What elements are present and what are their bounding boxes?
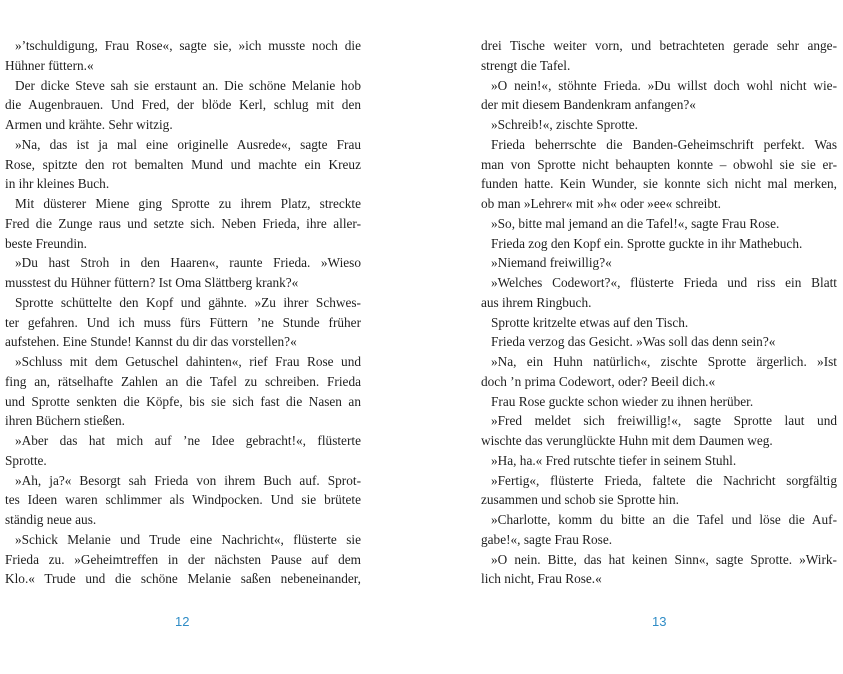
text-line: und Sprotte senkten die Köpfe, bis sie sich fast die Nasen an bbox=[5, 393, 361, 409]
text-line: »Fertig«, flüsterte Frieda, faltete die Nachricht sorgfältig bbox=[491, 472, 837, 488]
text-line: man von Sprotte nicht behaupten konnte – obwohl sie sie er- bbox=[481, 156, 837, 172]
text-line: Der dicke Steve sah sie erstaunt an. Die schöne Melanie hob bbox=[15, 77, 361, 93]
text-line: lich nicht, Frau Rose.« bbox=[481, 571, 602, 587]
text-line: in ihr kleines Buch. bbox=[5, 176, 110, 192]
text-line: Sprotte kritzelte etwas auf den Tisch. bbox=[491, 314, 689, 330]
text-line: tes Ideen waren schlimmer als Windpocken. Und sie brütete bbox=[5, 492, 361, 508]
text-line: beste Freundin. bbox=[5, 235, 87, 251]
text-line: »So, bitte mal jemand an die Tafel!«, sagte Frau Rose. bbox=[491, 215, 780, 231]
text-line: »Schluss mit dem Getuschel dahinten«, rief Frau Rose und bbox=[15, 354, 361, 369]
text-line: wischte das verunglückte Huhn mit dem Daumen weg. bbox=[481, 433, 773, 448]
text-line: ob man »Lehrer« mit »h« oder »ee« schreibt. bbox=[481, 196, 722, 211]
text-line: »Charlotte, komm du bitte an die Tafel und löse die Auf- bbox=[491, 512, 837, 527]
text-line: »Du hast Stroh in den Haaren«, raunte Frieda. »Wieso bbox=[15, 255, 361, 271]
text-line: »Fred meldet sich freiwillig!«, sagte Sprotte laut und bbox=[491, 413, 837, 429]
text-line: doch ’n prima Codewort, oder? Beeil dich.« bbox=[481, 373, 716, 389]
text-line: zusammen und schob sie Sprotte hin. bbox=[481, 492, 679, 508]
text-line: aufstehen. Eine Stunde! Kannst du dir das vorstellen?« bbox=[5, 334, 297, 350]
text-line: »Niemand freiwillig?« bbox=[491, 255, 612, 271]
text-line: Frieda zu. »Geheimtreffen in der nächsten Pause auf dem bbox=[5, 551, 361, 567]
right-page-text bbox=[481, 36, 837, 589]
text-line: musstest du Hühner füttern? Ist Oma Slättberg krank?« bbox=[5, 275, 299, 290]
text-line: Sprotte schüttelte den Kopf und gähnte. »Zu ihrer Schwes- bbox=[15, 294, 361, 310]
text-line: »Schreib!«, zischte Sprotte. bbox=[491, 117, 638, 132]
text-line: Armen und krähte. Sehr witzig. bbox=[5, 117, 173, 132]
page-number-left: 12 bbox=[175, 614, 190, 629]
left-page-text bbox=[5, 36, 361, 589]
text-line: ihren Büchern stießen. bbox=[5, 413, 126, 429]
text-line: funden hatte. Kein Wunder, sie konnte sich nicht mal merken, bbox=[481, 176, 837, 192]
page-number-right: 13 bbox=[652, 614, 667, 629]
text-line: »Na, ein Huhn natürlich«, zischte Sprotte ärgerlich. »Ist bbox=[491, 354, 837, 369]
text-line: »O nein!«, stöhnte Frieda. »Du willst doch wohl nicht wie- bbox=[491, 77, 837, 93]
text-line: »Aber das hat mich auf ’ne Idee gebracht!«, flüsterte bbox=[15, 433, 361, 448]
text-line: Mit düsterer Miene ging Sprotte zu ihrem Platz, streckte bbox=[15, 196, 361, 211]
text-line: Frieda beherrschte die Banden-Geheimschrift perfekt. Was bbox=[491, 136, 837, 152]
text-line: Sprotte. bbox=[5, 452, 47, 468]
text-line: ter gefahren. Und ich muss fürs Füttern ’ne Stunde früher bbox=[5, 314, 361, 330]
text-line: Hühner füttern.« bbox=[5, 57, 94, 73]
text-line: strengt die Tafel. bbox=[481, 57, 571, 73]
text-line: Frieda verzog das Gesicht. »Was soll das denn sein?« bbox=[491, 334, 776, 350]
text-line: Frau Rose guckte schon wieder zu ihnen herüber. bbox=[491, 393, 754, 409]
text-line: Frieda zog den Kopf ein. Sprotte guckte in ihr Mathebuch. bbox=[491, 235, 803, 251]
text-line: Fred die Zunge raus und setzte sich. Neben Frieda, ihre aller- bbox=[5, 215, 361, 231]
text-line: gabe!«, sagte Frau Rose. bbox=[481, 531, 613, 547]
text-line: Klo.« Trude und die schöne Melanie saßen nebeneinander, bbox=[5, 571, 361, 587]
text-line: »Welches Codewort?«, flüsterte Frieda und riss ein Blatt bbox=[491, 275, 837, 290]
text-line: »’tschuldigung, Frau Rose«, sagte sie, »ich musste noch die bbox=[15, 38, 361, 53]
text-line: aus ihrem Ringbuch. bbox=[481, 294, 592, 310]
text-line: »Schick Melanie und Trude eine Nachricht«, flüsterte sie bbox=[15, 531, 361, 547]
text-line: »Na, das ist ja mal eine originelle Ausrede«, sagte Frau bbox=[15, 136, 361, 152]
text-line: »Ah, ja?« Besorgt sah Frieda von ihrem Buch auf. Sprot- bbox=[15, 472, 361, 488]
text-line: fing an, rätselhafte Zahlen an die Tafel zu schreiben. Frieda bbox=[5, 373, 361, 389]
text-line: drei Tische weiter vorn, und betrachteten gerade sehr ange- bbox=[481, 38, 837, 53]
text-line: »O nein. Bitte, das hat keinen Sinn«, sagte Sprotte. »Wirk- bbox=[491, 551, 837, 567]
text-line: der mit diesem Bandenkram anfangen?« bbox=[481, 97, 696, 113]
text-line: »Ha, ha.« Fred rutschte tiefer in seinem Stuhl. bbox=[491, 452, 737, 468]
text-line: die Augenbrauen. Und Fred, der blöde Kerl, schlug mit den bbox=[5, 97, 361, 113]
text-line: Rose, spitzte den rot bemalten Mund und machte ein Kreuz bbox=[5, 156, 361, 172]
text-line: ständig neue aus. bbox=[5, 512, 97, 527]
